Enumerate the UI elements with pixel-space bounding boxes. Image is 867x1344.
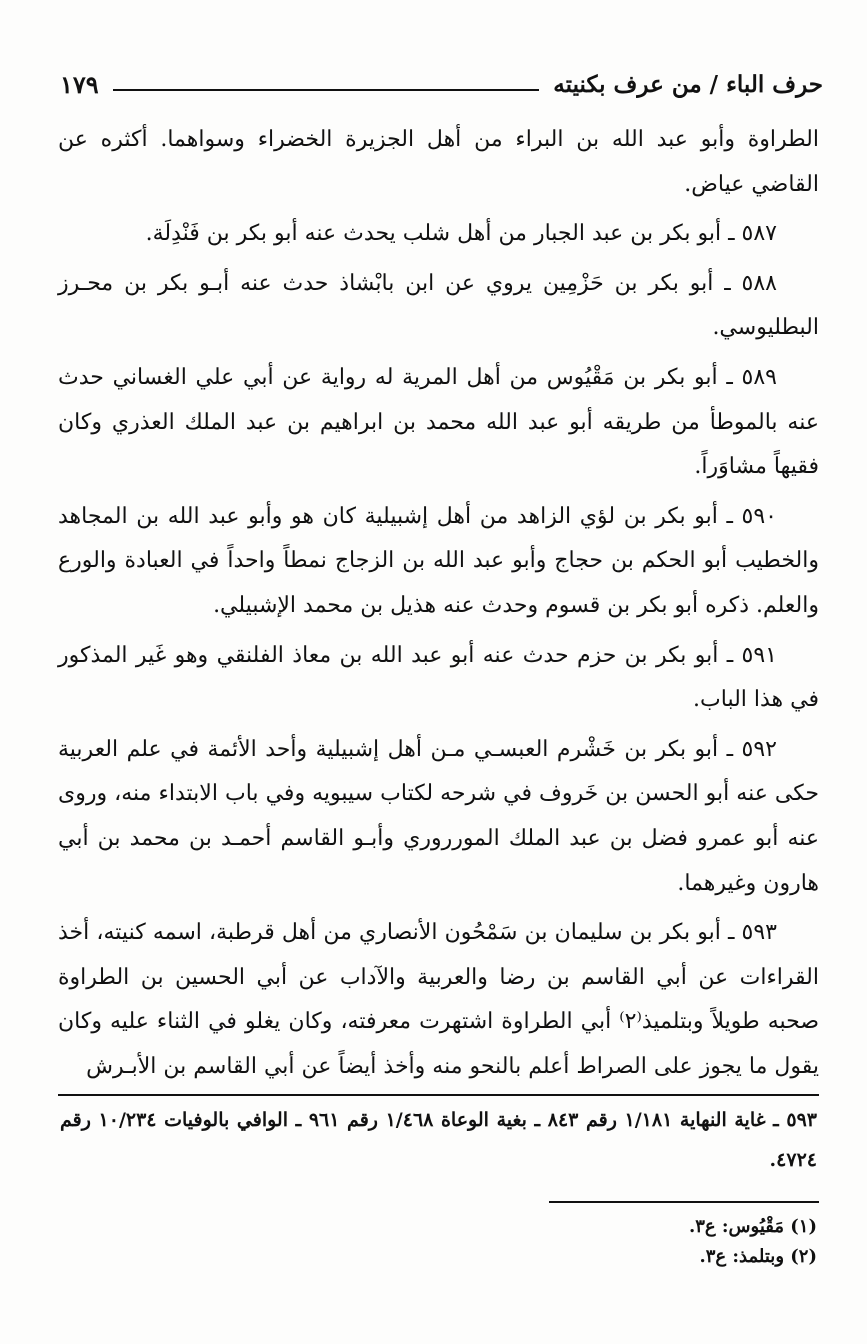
- entry-590: ٥٩٠ ـ أبو بكر بن لؤي الزاهد من أهل إشبيلية كان هو وأبو عبد الله بن المجاهد والخطيب أبو الحكم بن حجاج وأبو عبد الله بن الزجاج نمطاً واحداً في العبادة والورع والعلم. ذكره أبو بكر بن قسوم وحدث عنه هذيل بن محمد الإشبيلي.: [58, 503, 819, 618]
- entry-593: ٥٩٣ ـ أبو بكر بن سليمان بن سَمْحُون الأنصاري من أهل قرطبة، اسمه كنيته، أخذ القراءات عن أبي القاسم بن رضا والعربية والآداب عن أبي الحسين بن الطراوة صحبه طويلاً وبتلميذ⁽٢⁾ أبي الطراوة اشتهرت معرفته، وكان يغلو في الثناء عليه وكان يقول ما يجوز على الصراط أعلم بالنحو منه وأخذ أيضاً عن أبي القاسم بن الأبـرش: [58, 920, 820, 1079]
- paragraph-continuation: الطراوة وأبو عبد الله بن البراء من أهل الجزيرة الخضراء وسواهما. أكثره عن القاضي عياض.: [58, 127, 819, 197]
- main-text: [58, 118, 819, 1094]
- entry-592: ٥٩٢ ـ أبو بكر بن خَشْرم العبسـي مـن أهل إشبيلية وأحد الأئمة في علم العربية حكى عنه أبو الحسن بن خَروف في شرحه لكتاب سيبويه وفي باب الابتداء منه، وروى عنه أبو عمرو فضل بن عبد الملك المورروري وأبـو القاسم أحمـد بن محمد بن أبي هارون وغيرهما.: [58, 736, 819, 896]
- source-references: ٥٩٣ ـ غاية النهاية ١/١٨١ رقم ٨٤٣ ـ بغية الوعاة ١/٤٦٨ رقم ٩٦١ ـ الوافي بالوفيات ١٠/٢٣٤ رقم ٤٧٢٤.: [60, 1109, 817, 1171]
- running-header: [60, 62, 823, 106]
- footnote-1: (١) مَقْيُوس: ع٣.: [688, 1216, 817, 1237]
- entry-591: ٥٩١ ـ أبو بكر بن حزم حدث عنه أبو عبد الله بن معاذ الفلنقي وهو غَير المذكور في هذا الباب.: [58, 642, 819, 713]
- notes-separator: [549, 1201, 819, 1203]
- chapter-title: حرف الباء / من عرف بكنيته: [553, 70, 823, 98]
- footnotes: [689, 1212, 817, 1272]
- footnote-2: (٢) وبتلمذ: ع٣.: [699, 1246, 817, 1267]
- entry-587: ٥٨٧ ـ أبو بكر بن عبد الجبار من أهل شلب يحدث عنه أبو بكر بن فَنْدِلَة.: [145, 221, 777, 247]
- footnote-separator: [58, 1094, 819, 1096]
- header-rule: [113, 89, 540, 91]
- page-number: ١٧٩: [60, 69, 99, 99]
- entry-589: ٥٨٩ ـ أبو بكر بن مَقْيُوس من أهل المرية له رواية عن أبي علي الغساني حدث عنه بالموطأ من طريقه أبو عبد الله محمد بن ابراهيم بن عبد الملك العذري وكان فقيهاً مشاوَراً.: [58, 364, 819, 480]
- entry-588: ٥٨٨ ـ أبو بكر بن حَزْمِين يروي عن ابن بابْشاذ حدث عنه أبـو بكر بن محـرز البطليوسي.: [58, 270, 819, 341]
